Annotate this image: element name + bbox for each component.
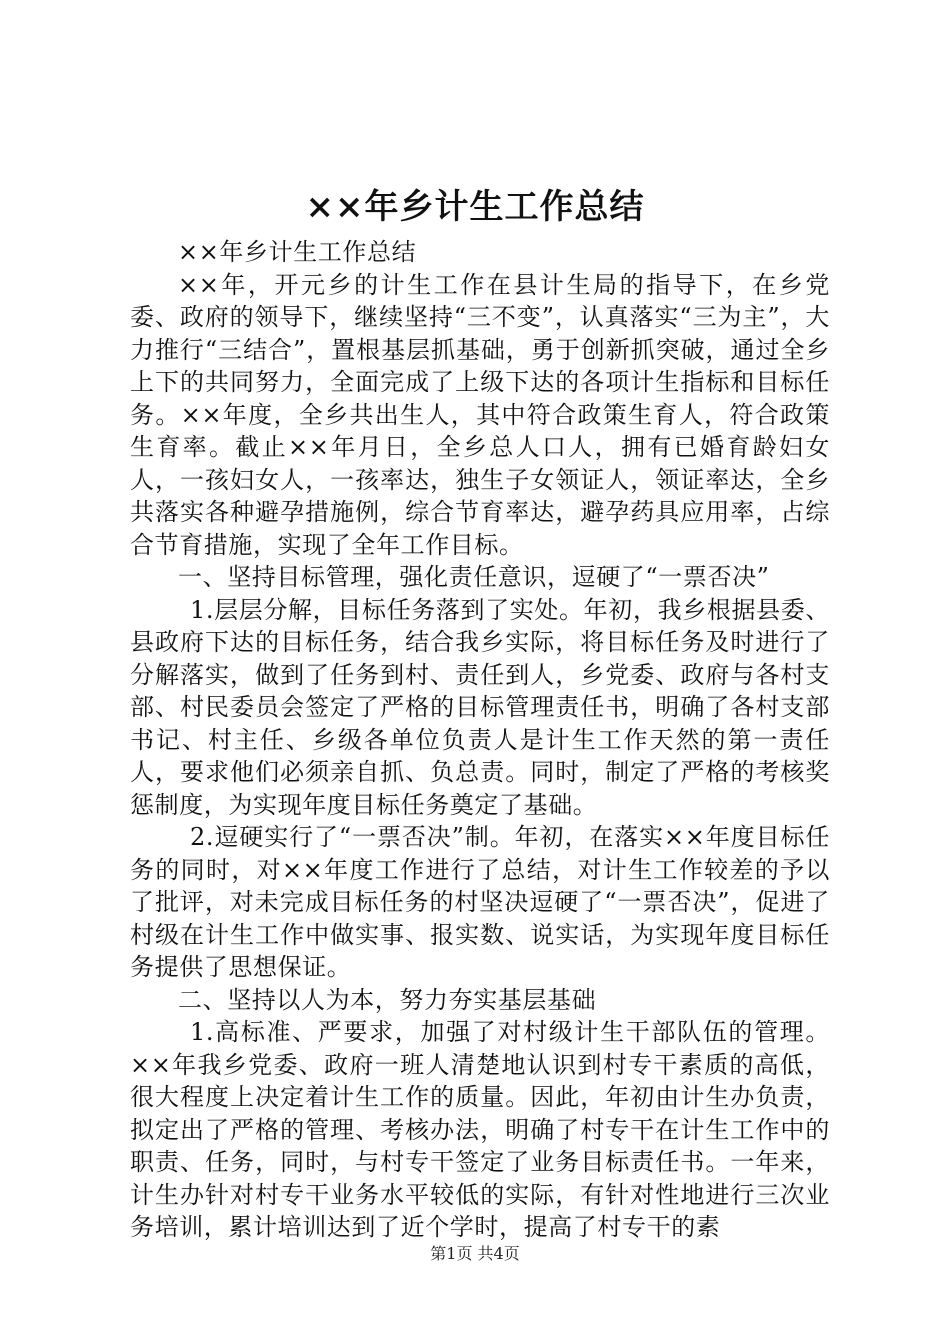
- paragraph-1-2: 2.逗硬实行了“一票否决”制。年初，在落实××年度目标任务的同时，对××年度工作进行了总结，对计生工作较差的予以了批评，对未完成目标任务的村坚决逗硬了“一票否决”，促进了村级在计生工作中做实事、报实数、说实话，为实现年度目标任务提供了思想保证。: [130, 823, 830, 981]
- paragraph-1-1: 1.层层分解，目标任务落到了实处。年初，我乡根据县委、县政府下达的目标任务，结合我乡实际，将目标任务及时进行了分解落实，做到了任务到村、责任到人，乡党委、政府与各村支部、村民委员会签定了严格的目标管理责任书，明确了各村支部书记、村主任、乡级各单位负责人是计生工作天然的第一责任人，要求他们必须亲自抓、负总责。同时，制定了严格的考核奖惩制度，为实现年度目标任务奠定了基础。: [130, 595, 830, 819]
- paragraph-2-1: 1.高标准、严要求，加强了对村级计生干部队伍的管理。××年我乡党委、政府一班人清楚地认识到村专干素质的高低，很大程度上决定着计生工作的质量。因此，年初由计生办负责，拟定出了严格的管理、考核办法，明确了村专干在计生工作中的职责、任务，同时，与村专干签定了业务目标责任书。一年来，计生办针对村专干业务水平较低的实际，有针对性地进行三次业务培训，累计培训达到了近个学时，提高了村专干的素: [130, 1018, 830, 1241]
- page-footer: 第1页 共4页: [430, 1244, 520, 1263]
- section-heading-1: 一、坚持目标管理，强化责任意识，逗硬了“一票否决”: [178, 563, 770, 591]
- paragraph-intro: ××年，开元乡的计生工作在县计生局的指导下，在乡党委、政府的领导下，继续坚持“三不变”，认真落实“三为主”，大力推行“三结合”，置根基层抓基础，勇于创新抓突破，通过全乡上下的共同努力，全面完成了上级下达的各项计生指标和目标任务。××年度，全乡共出生人，其中符合政策生育人，符合政策生育率。截止××年月日，全乡总人口人，拥有已婚育龄妇女人，一孩妇女人，一孩率达，独生子女领证人，领证率达，全乡共落实各种避孕措施例，综合节育率达，避孕药具应用率，占综合节育措施，实现了全年工作目标。: [130, 270, 830, 559]
- section-heading-2: 二、坚持以人为本，努力夯实基层基础: [178, 985, 597, 1014]
- document-title: ××年乡计生工作总结: [305, 187, 645, 227]
- document-body: [130, 236, 830, 1244]
- paragraph-subtitle: ××年乡计生工作总结: [178, 238, 417, 266]
